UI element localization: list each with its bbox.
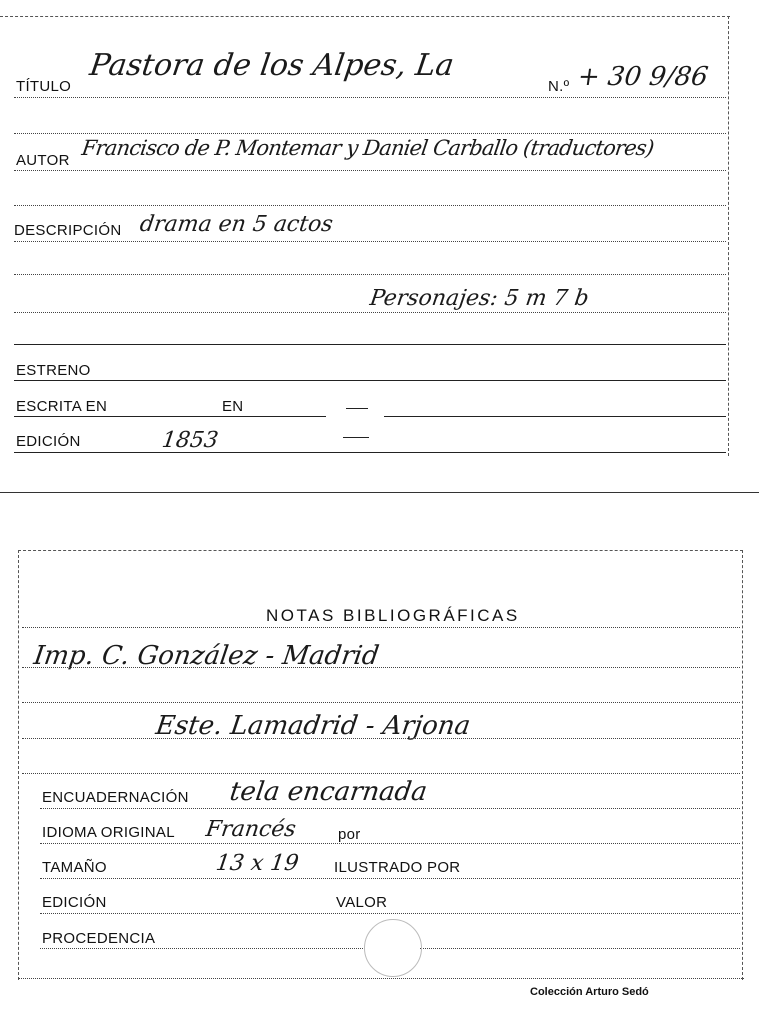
edicion-value: 1853 <box>160 428 220 453</box>
desc-line-4 <box>14 344 726 345</box>
card-edge-top <box>18 550 743 551</box>
escrita-en-label: ESCRITA EN <box>16 398 108 415</box>
tamano-label: TAMAÑO <box>42 859 107 876</box>
valor-label: VALOR <box>336 894 388 911</box>
tamano-line <box>40 878 740 879</box>
notes-line-1 <box>22 667 740 668</box>
edicion2-label: EDICIÓN <box>42 894 107 911</box>
notes-line-2 <box>22 702 740 703</box>
escrita-en-line <box>14 416 326 417</box>
idioma-label: IDIOMA ORIGINAL <box>42 824 175 841</box>
personajes-value: Personajes: 5 m 7 b <box>368 286 591 311</box>
idioma-value: Francés <box>204 817 298 842</box>
note-line-1: Imp. C. González - Madrid <box>31 641 381 671</box>
desc-line-top <box>14 205 726 206</box>
catalog-card-main <box>0 0 759 493</box>
encuadernacion-value: tela encarnada <box>227 777 430 807</box>
card-edge-right <box>742 550 743 980</box>
idioma-line <box>40 843 740 844</box>
autor-label: AUTOR <box>16 152 70 169</box>
encuadernacion-line <box>40 808 740 809</box>
footer-collection: Colección Arturo Sedó <box>530 986 649 998</box>
titulo-line <box>14 97 726 98</box>
card-bottom-edge <box>18 978 744 979</box>
encuadernacion-label: ENCUADERNACIÓN <box>42 789 189 806</box>
descripcion-line <box>14 241 726 242</box>
desc-line-3 <box>14 312 726 313</box>
notes-line-4 <box>22 773 740 774</box>
descripcion-label: DESCRIPCIÓN <box>14 222 122 239</box>
procedencia-label: PROCEDENCIA <box>42 930 156 947</box>
estreno-label: ESTRENO <box>16 362 91 379</box>
notas-heading: NOTAS BIBLIOGRÁFICAS <box>266 606 520 625</box>
card-edge-right <box>728 16 729 456</box>
autor-line-top <box>14 133 726 134</box>
estreno-line <box>14 380 726 381</box>
edicion-label: EDICIÓN <box>16 433 81 450</box>
edicion-line <box>14 452 726 453</box>
catalog-card-notes <box>0 545 759 985</box>
autor-line <box>14 170 726 171</box>
por-label: por <box>338 826 361 843</box>
titulo-label: TÍTULO <box>16 78 72 95</box>
notes-line-3 <box>22 738 740 739</box>
scratch-mark <box>346 408 368 409</box>
titulo-value: Pastora de los Alpes, La <box>87 48 457 83</box>
procedencia-line-2 <box>420 948 740 949</box>
tamano-value: 13 x 19 <box>214 851 301 876</box>
ilustrado-label: ILUSTRADO POR <box>334 859 461 876</box>
procedencia-line <box>40 948 365 949</box>
card-edge-left <box>18 550 19 980</box>
edicion2-line <box>40 913 740 914</box>
stamp-smudge <box>364 919 422 977</box>
numero-value: + 30 9/86 <box>575 62 710 92</box>
heading-line <box>22 627 740 628</box>
descripcion-value: drama en 5 actos <box>138 212 335 237</box>
note-line-2: Este. Lamadrid - Arjona <box>153 711 473 741</box>
en-line <box>384 416 726 417</box>
numero-label: N.º <box>548 78 570 95</box>
card-edge-top <box>0 16 730 17</box>
autor-value: Francisco de P. Montemar y Daniel Carballo (traductores) <box>80 136 656 160</box>
en-label: EN <box>222 398 244 415</box>
desc-line-2 <box>14 274 726 275</box>
scratch-mark-2 <box>343 437 369 438</box>
